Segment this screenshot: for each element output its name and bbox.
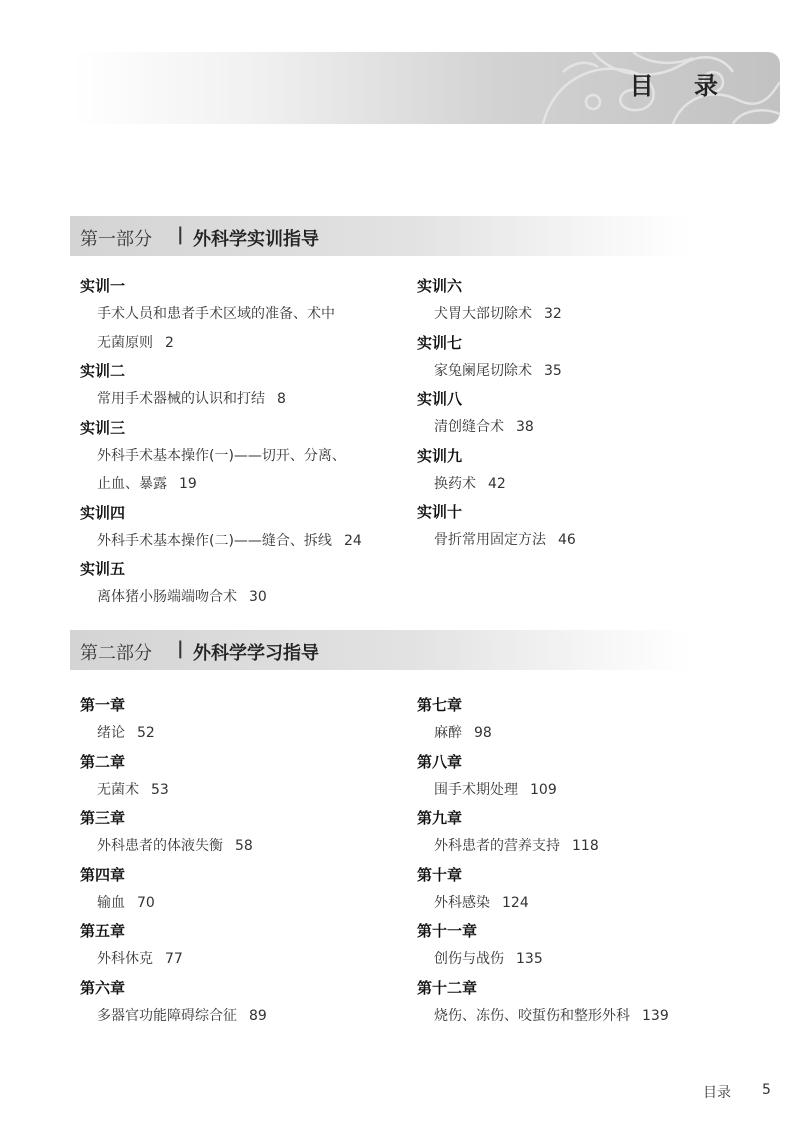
toc-heading[interactable]: 第一章 [80, 696, 126, 714]
part-name: 外科学学习指导 [193, 643, 319, 664]
toc-heading[interactable]: 实训四 [80, 503, 126, 522]
toc-entry-title: 外科手术基本操作(一)——切开、分离、 [97, 447, 346, 464]
toc-entry[interactable] [80, 832, 420, 861]
part-name: 外科学实训指导 [193, 229, 319, 250]
toc-entry[interactable] [80, 442, 420, 471]
toc-entry[interactable] [417, 1002, 757, 1031]
toc-page-number: 139 [642, 1007, 669, 1024]
part-separator: | [177, 224, 184, 245]
toc-entry[interactable] [80, 527, 420, 556]
toc-page-number: 8 [277, 391, 286, 407]
toc-entry-title: 外科休克 [97, 951, 153, 967]
toc-entry-title: 多器官功能障碍综合征 [97, 1007, 237, 1024]
toc-page-number: 98 [474, 725, 492, 741]
toc-page-number: 77 [165, 951, 183, 967]
footer-page-number: 5 [762, 1082, 771, 1098]
toc-column-part1-right [417, 272, 757, 555]
toc-entry[interactable] [417, 413, 757, 442]
toc-heading[interactable]: 实训六 [417, 277, 463, 295]
toc-page-number: 109 [530, 781, 557, 798]
toc-entry[interactable] [80, 329, 420, 358]
toc-page-number: 35 [544, 362, 562, 379]
toc-page-number: 124 [502, 894, 529, 911]
toc-heading[interactable]: 实训七 [417, 333, 463, 352]
toc-entry[interactable] [80, 470, 420, 499]
toc-heading[interactable]: 第八章 [417, 752, 463, 771]
toc-heading[interactable]: 实训三 [80, 418, 126, 437]
toc-entry-title: 外科感染 [434, 894, 490, 911]
toc-entry[interactable] [80, 583, 420, 612]
toc-entry-title: 绪论 [97, 725, 125, 741]
toc-page-number: 2 [165, 334, 174, 351]
toc-entry[interactable] [80, 889, 420, 918]
toc-page-number: 46 [558, 532, 576, 548]
toc-entry-title: 麻醉 [434, 725, 462, 741]
toc-entry-title: 常用手术器械的认识和打结 [97, 391, 265, 407]
toc-entry-title: 烧伤、冻伤、咬蜇伤和整形外科 [434, 1007, 630, 1024]
toc-heading[interactable]: 第三章 [80, 809, 126, 827]
toc-entry[interactable] [80, 300, 420, 329]
toc-page-number: 32 [544, 306, 562, 322]
toc-heading[interactable]: 第十二章 [417, 978, 478, 997]
toc-entry-title: 外科患者的体液失衡 [97, 838, 223, 854]
toc-entry[interactable] [417, 945, 757, 974]
toc-page-number: 42 [488, 475, 506, 492]
toc-heading[interactable]: 第四章 [80, 865, 126, 884]
toc-page-number: 38 [516, 419, 534, 435]
toc-entry-title: 创伤与战伤 [434, 951, 504, 967]
toc-page-number: 118 [572, 838, 599, 854]
toc-entry-title: 家兔阑尾切除术 [434, 362, 532, 379]
toc-entry-title: 外科手术基本操作(二)——缝合、拆线 [97, 532, 332, 549]
toc-page-number: 53 [151, 781, 169, 798]
header-banner [73, 52, 780, 124]
toc-column-part2-left [80, 691, 420, 1030]
toc-column-part2-right [417, 691, 757, 1030]
toc-entry[interactable] [80, 945, 420, 974]
toc-column-part1-left [80, 272, 420, 612]
part-separator: | [177, 638, 184, 659]
toc-page-number: 135 [516, 951, 543, 967]
toc-heading[interactable]: 第六章 [80, 978, 126, 997]
toc-entry[interactable] [80, 385, 420, 414]
toc-heading[interactable]: 第十一章 [417, 922, 478, 940]
toc-heading[interactable]: 实训一 [80, 277, 126, 295]
toc-heading[interactable]: 第十章 [417, 865, 463, 884]
toc-entry[interactable] [417, 832, 757, 861]
part-label: 第一部分 [80, 229, 152, 250]
toc-heading[interactable]: 实训八 [417, 390, 463, 408]
toc-entry-title: 外科患者的营养支持 [434, 838, 560, 854]
toc-entry[interactable] [417, 357, 757, 386]
toc-heading[interactable]: 实训二 [80, 362, 126, 380]
toc-entry-title: 换药术 [434, 475, 476, 492]
toc-entry[interactable] [80, 776, 420, 805]
toc-entry-title: 输血 [97, 894, 125, 911]
toc-page-number: 19 [179, 476, 197, 492]
toc-entry[interactable] [417, 889, 757, 918]
toc-entry[interactable] [417, 470, 757, 499]
toc-page-number: 89 [249, 1007, 267, 1024]
part-label: 第二部分 [80, 643, 152, 664]
toc-entry-title: 犬胃大部切除术 [434, 306, 532, 322]
toc-entry[interactable] [80, 1002, 420, 1031]
toc-entry-title: 骨折常用固定方法 [434, 532, 546, 548]
toc-page-number: 58 [235, 838, 253, 854]
toc-entry-title: 离体猪小肠端端吻合术 [97, 589, 237, 605]
toc-page-number: 30 [249, 589, 267, 605]
page-title: 目 录 [629, 72, 734, 100]
section-header-part2 [70, 630, 690, 670]
toc-page-number: 70 [137, 894, 155, 911]
section-header-part1 [70, 216, 690, 256]
toc-entry-title: 围手术期处理 [434, 781, 518, 798]
toc-heading[interactable]: 第九章 [417, 809, 463, 827]
toc-page-number: 24 [343, 532, 362, 549]
toc-entry[interactable] [417, 526, 757, 555]
toc-entry-title: 清创缝合术 [434, 419, 504, 435]
toc-heading[interactable]: 实训五 [80, 560, 126, 578]
toc-heading[interactable]: 第五章 [80, 922, 126, 940]
toc-entry[interactable] [80, 719, 420, 748]
toc-entry-title: 止血、暴露 [97, 476, 167, 492]
toc-entry[interactable] [417, 719, 757, 748]
toc-entry-title: 无菌术 [97, 781, 139, 798]
toc-heading[interactable]: 第七章 [417, 696, 463, 714]
toc-entry-title: 无菌原则 [97, 334, 153, 351]
toc-heading[interactable]: 实训十 [417, 503, 463, 521]
toc-heading[interactable]: 实训九 [417, 446, 463, 465]
toc-page-number: 52 [137, 725, 155, 741]
toc-entry-title: 手术人员和患者手术区域的准备、术中 [97, 306, 335, 322]
toc-heading[interactable]: 第二章 [80, 752, 126, 771]
toc-entry[interactable] [417, 776, 757, 805]
toc-entry[interactable] [417, 300, 757, 329]
footer-label: 目录 [703, 1085, 731, 1101]
